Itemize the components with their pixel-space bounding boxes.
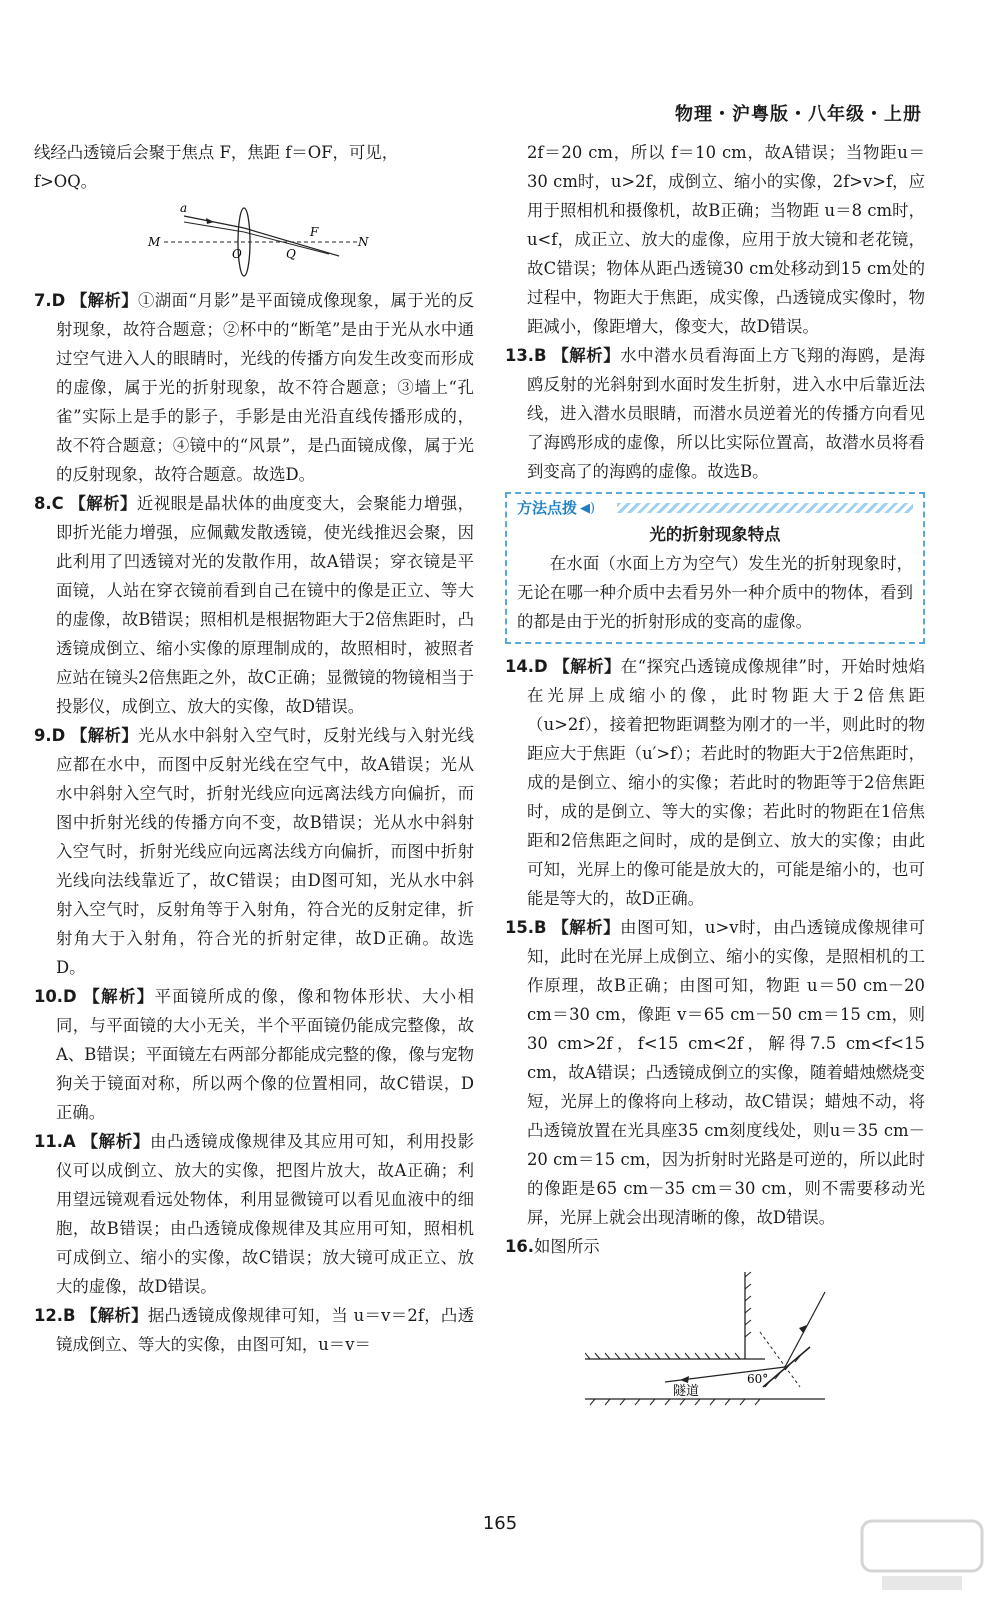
- question-13: 13.B 【解析】水中潜水员看海面上方飞翔的海鸥，是海鸥反射的光斜射到水面时发生折射，进入水中后靠近法线，进入潜水员眼睛，而潜水员逆着光的传播方向看见了海鸥形成的虚像，所以比实际位置高，故潜水员将看到变高了的海鸥的虚像。故选B。: [505, 346, 926, 481]
- page-number: 165: [482, 1513, 518, 1534]
- left-column: [34, 138, 474, 1359]
- right-column: [505, 138, 925, 1417]
- angle-label: 60°: [747, 1372, 769, 1386]
- question-12: 12.B 【解析】据凸透镜成像规律可知，当 u＝v＝2f，凸透镜成倒立、等大的实像，由图可知，u＝v＝: [34, 1306, 474, 1354]
- question-10: 10.D 【解析】平面镜所成的像，像和物体形状、大小相同，与平面镜的大小无关，半个平面镜仍能成完整像，故A、B错误；平面镜左右两部分都能成完整的像，像与宠物狗关于镜面对称，所以两个像的位置相同，故C错误，D正确。: [34, 987, 475, 1122]
- tunnel-label: 隧道: [673, 1384, 700, 1399]
- intro-line-2: f>OQ。: [34, 172, 98, 191]
- label-n: N: [358, 235, 369, 249]
- question-14: 14.D 【解析】在“探究凸透镜成像规律”时，开始时烛焰在光屏上成缩小的像，此时物距大于2倍焦距（u>2f），接着把物距调整为刚才的一半，则此时的物距应大于焦距（u′>f）；若此时的物距大于2倍焦距时，成的是倒立、缩小的实像；若此时的物距等于2倍焦距时，成的是倒立、等大的实像；若此时的物距在1倍焦距和2倍焦距之间时，成的是倒立、放大的实像；由此可知，光屏上的像可能是放大的，可能是缩小的，也可能是等大的，故D正确。: [505, 657, 926, 908]
- page-header: 物理・沪粤版・八年级・上册: [675, 104, 922, 125]
- question-9: 9.D 【解析】光从水中斜射入空气时，反射光线与入射光线应都在水中，而图中反射光线在空气中，故A错误；光从水中斜射入空气时，折射光线应向远离法线方向偏折，而图中折射光线的传播方向不变，故B错误；光从水中斜射入空气时，折射光线应向远离法线方向偏折，而图中折射光线向法线靠近了，故C错误；由D图可知，光从水中斜射入空气时，反射角等于入射角，符合光的反射定律，折射角大于入射角，符合光的折射定律，故D正确。故选D。: [34, 726, 475, 977]
- label-m: M: [148, 235, 161, 249]
- method-tip-label: 方法点拨: [517, 498, 578, 517]
- tip-stripe: [617, 503, 913, 513]
- label-f: F: [310, 225, 319, 239]
- speaker-icon: ◀): [580, 500, 596, 516]
- question-16: 16.如图所示: [505, 1237, 600, 1256]
- label-a: a: [180, 202, 188, 215]
- label-q: Q: [286, 247, 296, 261]
- method-tip-box: [505, 492, 925, 644]
- question-15: 15.B 【解析】由图可知，u>v时，由凸透镜成像规律可知，此时在光屏上成倒立、缩小的实像，是照相机的工作原理，故B正确；由图可知，物距 u＝50 cm－20 cm＝30 cm，像距 v＝65 cm－50 cm＝15 cm，则30 cm>2f，f<15 cm<2f，解得7.5 cm<f<15 cm，故A错误；凸透镜成倒立的实像，随着蜡烛燃烧变短，光屏上的像将向上移动，故C错误；蜡烛不动，将凸透镜放置在光具座35 cm刻度线处，则u＝35 cm－20 cm＝15 cm，因为折射时光路是可逆的，所以此时的像距是65 cm－35 cm＝30 cm，则不需要移动光屏，光屏上就会出现清晰的像，故D错误。: [505, 918, 925, 1227]
- question-7: 7.D 【解析】①湖面“月影”是平面镜成像现象，属于光的反射现象，故符合题意；②杯中的“断笔”是由于光从水中通过空气进入人的眼睛时，光线的传播方向发生改变而形成的虚像，属于光的折射现象，故不符合题意；③墙上“孔雀”实际上是手的影子，手影是由光沿直线传播形成的，故不符合题意；④镜中的“风景”，是凸面镜成像，属于光的反射现象，故符合题意。故选D。: [34, 291, 475, 484]
- question-11: 11.A 【解析】由凸透镜成像规律及其应用可知，利用投影仪可以成倒立、放大的实像，把图片放大，故A正确；利用望远镜观看远处物体，利用显微镜可以看见血液中的细胞，故B错误；由凸透镜成像规律及其应用可知，照相机可成倒立、缩小的实像，故C错误；放大镜可成正立、放大的虚像，故D错误。: [34, 1132, 475, 1296]
- method-tip-title: 光的折射现象特点: [649, 525, 781, 544]
- question-8: 8.C 【解析】近视眼是晶状体的曲度变大，会聚能力增强，即折光能力增强，应佩戴发散透镜，使光线推迟会聚，因此利用了凹透镜对光的发散作用，故A错误；穿衣镜是平面镜，人站在穿衣镜前看到自己在镜中的像是正立、等大的虚像，故B错误；照相机是根据物距大于2倍焦距时，凸透镜成倒立、缩小实像的原理制成的，故照相时，被照者应站在镜头2倍焦距之外，故C正确；显微镜的物镜相当于投影仪，成倒立、放大的实像，故D错误。: [34, 494, 475, 716]
- method-tip-body: 在水面（水面上方为空气）发生光的折射现象时，无论在哪一种介质中去看另外一种介质中的物体，看到的都是由于光的折射形成的变高的虚像。: [517, 554, 913, 631]
- watermark-stamp-icon: [852, 1516, 992, 1596]
- label-o: O: [232, 247, 242, 261]
- tunnel-mirror-diagram: [585, 1267, 845, 1417]
- intro-line-1: 线经凸透镜后会聚于焦点 F，焦距 f＝OF，可见，: [34, 143, 399, 162]
- question-12-continued: 2f＝20 cm，所以 f＝10 cm，故A错误；当物距u＝30 cm时，u>2f，成倒立、缩小的实像，2f>v>f，应用于照相机和摄像机，故B正确；当物距 u＝8 cm时，u<f，成正立、放大的虚像，应用于放大镜和老花镜，故C错误；物体从距凸透镜30 cm处移动到15 cm处的过程中，物距大于焦距，成实像，凸透镜成实像时，物距减小，像距增大，像变大，故D错误。: [527, 143, 925, 336]
- lens-diagram: [144, 202, 374, 282]
